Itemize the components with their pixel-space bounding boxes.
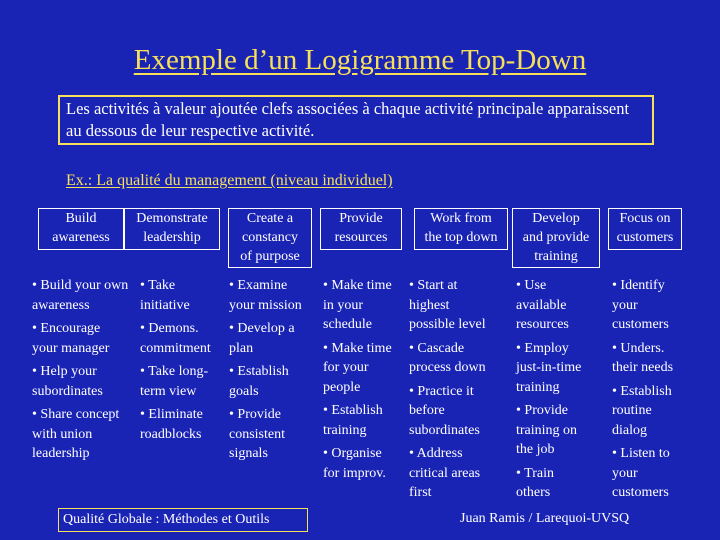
activity-heading-line: Provide bbox=[339, 211, 383, 226]
activity-item-line: • Provide bbox=[229, 407, 281, 422]
activity-item-line: others bbox=[516, 485, 551, 500]
activity-items bbox=[229, 276, 302, 464]
activity-item-line: • Employ bbox=[516, 340, 569, 356]
activity-item bbox=[612, 382, 673, 441]
activity-heading-line: Develop bbox=[532, 211, 580, 226]
activity-item-line: for your bbox=[323, 360, 369, 375]
activity-item-line: training bbox=[323, 422, 367, 438]
activity-item-line: roadblocks bbox=[140, 426, 202, 442]
activity-item bbox=[229, 276, 302, 315]
activity-box bbox=[228, 208, 312, 268]
activity-item-line: routine bbox=[612, 403, 652, 418]
activity-item-line: • Address bbox=[409, 446, 463, 461]
activity-item bbox=[516, 401, 581, 460]
activity-item-line: • Start at bbox=[409, 278, 458, 293]
activity-item-line: • Train bbox=[516, 465, 554, 481]
activity-item-line: • Make time bbox=[323, 340, 392, 356]
activity-item bbox=[140, 405, 211, 444]
activity-item-line: your mission bbox=[229, 297, 302, 313]
activity-item-line: • Develop a bbox=[229, 321, 295, 336]
activity-item-line: • Organise bbox=[323, 446, 382, 461]
activity-items bbox=[32, 276, 128, 464]
activity-heading-line: Demonstrate bbox=[136, 211, 208, 226]
activity-heading-line: awareness bbox=[52, 230, 110, 245]
slide-title: Exemple d’un Logigramme Top-Down bbox=[133, 44, 587, 76]
activity-item-line: • Encourage bbox=[32, 321, 101, 336]
activity-item-line: • Establish bbox=[612, 383, 672, 399]
activity-item-line: training on bbox=[516, 422, 578, 438]
activity-item bbox=[229, 405, 302, 464]
activity-item-line: • Examine bbox=[229, 278, 288, 293]
activity-item-line: • Identify bbox=[612, 278, 665, 293]
activity-item-line: term view bbox=[140, 383, 197, 399]
activity-heading-line: resources bbox=[334, 230, 388, 245]
activity-item bbox=[323, 401, 392, 440]
activity-item-line: leadership bbox=[32, 446, 90, 461]
activity-item-line: • Listen to bbox=[612, 446, 670, 461]
activity-item-line: your bbox=[612, 465, 638, 481]
activity-item-line: customers bbox=[612, 317, 669, 332]
activity-item bbox=[32, 276, 128, 315]
activity-item-line: training bbox=[516, 379, 560, 395]
activity-item-line: • Take bbox=[140, 278, 176, 293]
activity-item-line: commitment bbox=[140, 340, 211, 356]
activity-item-line: • Take long- bbox=[140, 364, 209, 379]
activity-items bbox=[323, 276, 392, 483]
activity-items bbox=[516, 276, 581, 503]
activity-item-line: with union bbox=[32, 426, 93, 442]
activity-item-line: consistent bbox=[229, 426, 285, 442]
activity-item-line: possible level bbox=[409, 317, 486, 332]
activity-heading-line: leadership bbox=[143, 230, 201, 245]
activity-heading-line: Focus on bbox=[619, 211, 671, 226]
activity-item-line: • Cascade bbox=[409, 340, 465, 356]
activity-item bbox=[409, 444, 486, 503]
activity-item bbox=[409, 339, 486, 378]
activity-item-line: plan bbox=[229, 340, 254, 356]
activity-box bbox=[608, 208, 682, 250]
activity-item bbox=[409, 382, 486, 441]
activity-item-line: your manager bbox=[32, 340, 110, 356]
activity-item bbox=[32, 362, 128, 401]
activity-item bbox=[516, 464, 581, 503]
activity-box bbox=[512, 208, 600, 268]
activity-item-line: subordinates bbox=[409, 422, 480, 438]
activity-box bbox=[320, 208, 402, 250]
activity-item-line: signals bbox=[229, 446, 268, 461]
activity-item-line: people bbox=[323, 379, 361, 395]
activity-item-line: initiative bbox=[140, 297, 190, 313]
activity-item bbox=[323, 276, 392, 335]
activity-item-line: • Establish bbox=[323, 403, 383, 418]
activity-item-line: dialog bbox=[612, 422, 647, 438]
activity-item-line: • Establish bbox=[229, 364, 289, 379]
activity-item bbox=[323, 444, 392, 483]
activity-item bbox=[140, 276, 211, 315]
activity-item-line: • Help your bbox=[32, 364, 97, 379]
activity-box bbox=[38, 208, 124, 250]
footer-author: Juan Ramis / Larequoi-UVSQ bbox=[460, 511, 630, 526]
activity-item-line: • Provide bbox=[516, 403, 568, 418]
activity-item-line: • Use bbox=[516, 278, 547, 293]
activity-item-line: • Demons. bbox=[140, 321, 199, 336]
activity-item-line: in your bbox=[323, 297, 364, 313]
activity-item bbox=[612, 276, 673, 335]
example-label: Ex.: La qualité du management (niveau individuel) bbox=[66, 172, 393, 189]
activity-item-line: before bbox=[409, 403, 445, 418]
activity-heading-line: of purpose bbox=[240, 249, 300, 264]
activity-item bbox=[612, 444, 673, 503]
footer-course: Qualité Globale : Méthodes et Outils bbox=[58, 508, 308, 532]
activity-heading-line: the top down bbox=[424, 230, 498, 245]
activity-heading-line: Build bbox=[65, 211, 97, 226]
activity-item bbox=[32, 319, 128, 358]
activity-items bbox=[140, 276, 211, 444]
activity-heading-line: Create a bbox=[246, 211, 294, 226]
activity-item-line: critical areas bbox=[409, 465, 481, 481]
activity-item-line: subordinates bbox=[32, 383, 103, 399]
activity-box bbox=[414, 208, 508, 250]
activity-items bbox=[409, 276, 486, 503]
activity-item-line: the job bbox=[516, 442, 555, 457]
activity-item bbox=[140, 319, 211, 358]
activity-item bbox=[409, 276, 486, 335]
activity-heading-line: Work from bbox=[430, 211, 492, 226]
activity-item bbox=[612, 339, 673, 378]
activity-item-line: goals bbox=[229, 383, 259, 399]
activity-heading-line: and provide bbox=[522, 230, 590, 245]
activity-item-line: your bbox=[612, 297, 638, 313]
activity-item-line: • Practice it bbox=[409, 383, 474, 399]
activity-heading-line: constancy bbox=[242, 230, 298, 245]
activity-heading-line: training bbox=[534, 249, 578, 264]
activity-item-line: • Eliminate bbox=[140, 407, 203, 422]
activity-item-line: • Unders. bbox=[612, 340, 665, 356]
activity-item bbox=[516, 276, 581, 335]
activity-item bbox=[140, 362, 211, 401]
activity-item-line: awareness bbox=[32, 297, 90, 313]
activity-item-line: process down bbox=[409, 360, 486, 375]
activity-box bbox=[124, 208, 220, 250]
activity-item bbox=[323, 339, 392, 398]
activity-item-line: first bbox=[409, 485, 432, 500]
intro-box: Les activités à valeur ajoutée clefs associées à chaque activité principale apparaissent au dessous de leur respective activité. bbox=[58, 95, 654, 145]
activity-item bbox=[516, 339, 581, 398]
activity-items bbox=[612, 276, 673, 503]
activity-item-line: available bbox=[516, 297, 567, 313]
activity-item-line: just-in-time bbox=[516, 360, 582, 375]
activity-item-line: • Share concept bbox=[32, 407, 120, 422]
activity-item bbox=[229, 319, 302, 358]
activity-heading-line: customers bbox=[616, 230, 674, 245]
activity-item-line: customers bbox=[612, 485, 669, 500]
activity-item-line: schedule bbox=[323, 317, 372, 332]
activity-item-line: their needs bbox=[612, 360, 674, 375]
activity-item bbox=[229, 362, 302, 401]
activity-item-line: resources bbox=[516, 317, 569, 332]
activity-item-line: • Make time bbox=[323, 278, 392, 293]
activity-item bbox=[32, 405, 128, 464]
activity-item-line: for improv. bbox=[323, 465, 386, 481]
activity-item-line: highest bbox=[409, 297, 450, 313]
activity-item-line: • Build your own bbox=[32, 278, 129, 293]
